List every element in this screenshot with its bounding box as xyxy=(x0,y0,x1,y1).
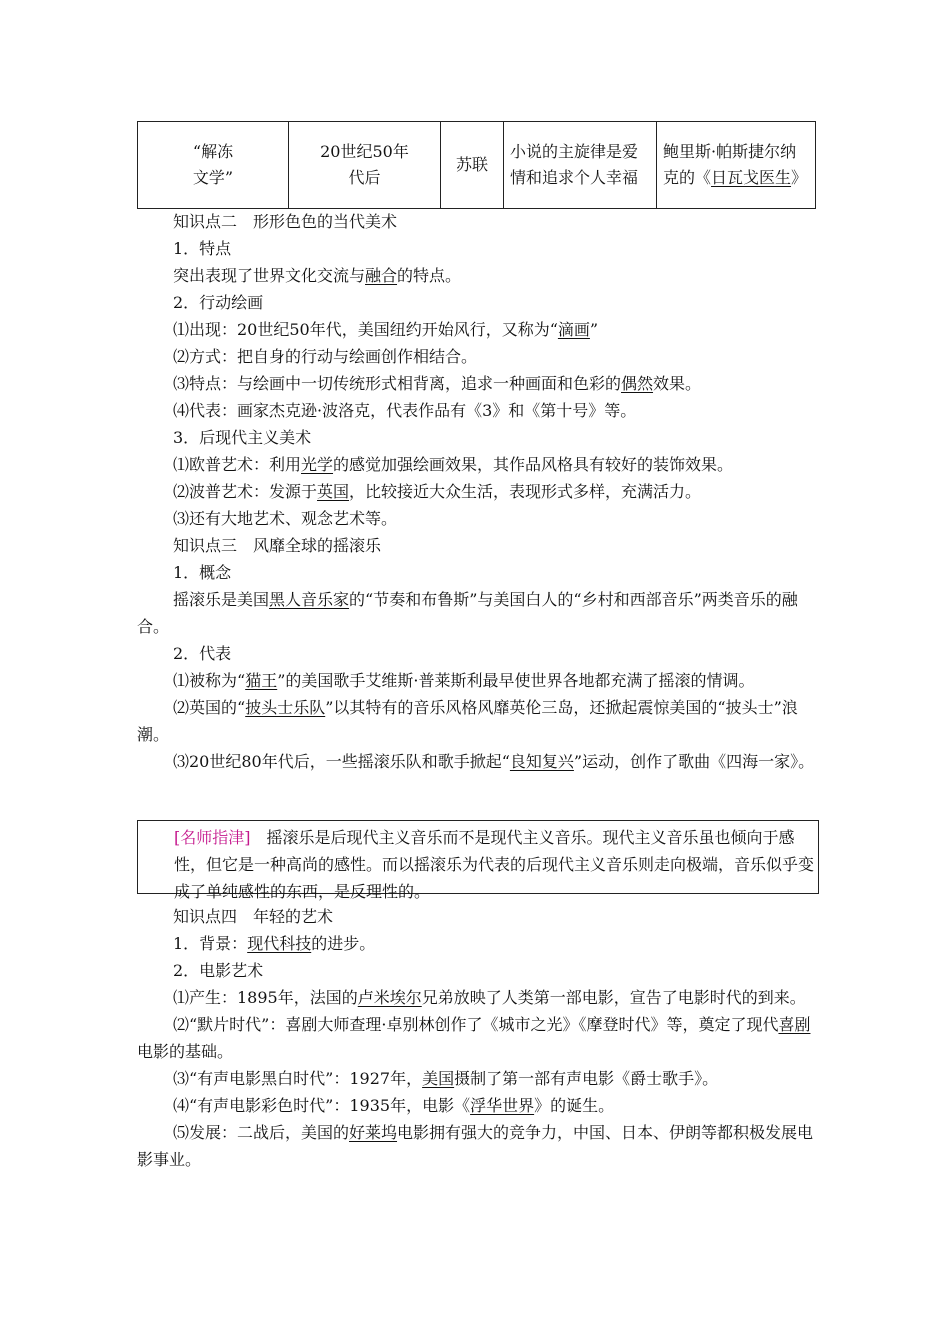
cell-text: 小说的主旋律是爱情和追求个人幸福 xyxy=(510,142,639,187)
cell-text: 鲍里斯·帕斯捷尔纳克的《 xyxy=(663,142,797,187)
table-row xyxy=(138,122,816,209)
list-item: ⑷“有声电影彩色时代”：1935年，电影《浮华世界》的诞生。 xyxy=(173,1096,615,1115)
tip-tag: [名师指津] xyxy=(174,828,251,847)
literature-table xyxy=(137,121,816,209)
section-film xyxy=(137,903,821,1173)
section-title: 知识点三 风靡全球的摇滚乐 xyxy=(173,536,382,555)
subheading: 2．行动绘画 xyxy=(173,293,264,312)
list-item: ⑶还有大地艺术、观念艺术等。 xyxy=(173,509,398,528)
subheading: 3．后现代主义美术 xyxy=(173,428,312,447)
list-item: ⑵英国的“披头士乐队”以其特有的音乐风格风靡英伦三岛，还掀起震惊美国的“披头士”浪潮。 xyxy=(137,698,798,744)
underlined-answer: 光学 xyxy=(301,455,334,474)
underlined-answer: 英国 xyxy=(317,482,350,501)
tip-text: [名师指津] 摇滚乐是后现代主义音乐而不是现代主义音乐。现代主义音乐虽也倾向于感性，但它是一种高尚的感性。而以摇滚乐为代表的后现代主义音乐则走向极端，音乐似乎变成了单纯感性的东西，是反理性的。 xyxy=(174,828,815,901)
underlined-answer: 滴画 xyxy=(557,320,590,339)
underlined-answer: 卢米埃尔 xyxy=(357,988,422,1007)
subheading: 1．背景：现代科技的进步。 xyxy=(173,934,376,953)
section-title: 知识点四 年轻的艺术 xyxy=(173,907,334,926)
underlined-answer: 喜剧 xyxy=(778,1015,811,1034)
list-item: ⑸发展：二战后，美国的好莱坞电影拥有强大的竞争力，中国、日本、伊朗等都积极发展电影事业。 xyxy=(137,1123,814,1169)
list-item: ⑶“有声电影黑白时代”：1927年，美国摄制了第一部有声电影《爵士歌手》。 xyxy=(173,1069,719,1088)
subheading: 1．特点 xyxy=(173,239,232,258)
cell-text: 苏联 xyxy=(455,155,488,174)
underlined-answer: 披头士乐队 xyxy=(245,698,326,717)
subheading: 2．电影艺术 xyxy=(173,961,264,980)
list-item: ⑷代表：画家杰克逊·波洛克，代表作品有《3》和《第十号》等。 xyxy=(173,401,637,420)
list-item: ⑴被称为“猫王”的美国歌手艾维斯·普莱斯利最早使世界各地都充满了摇滚的情调。 xyxy=(173,671,755,690)
underlined-answer: 猫王 xyxy=(245,671,278,690)
underlined-answer: 黑人音乐家 xyxy=(269,590,350,609)
cell-text: 20世纪50年 代后 xyxy=(320,142,409,187)
paragraph: 摇滚乐是美国黑人音乐家的“节奏和布鲁斯”与美国白人的“乡村和西部音乐”两类音乐的融合。 xyxy=(137,590,798,636)
subheading: 2．代表 xyxy=(173,644,232,663)
table-cell-country xyxy=(441,122,504,209)
table-cell-feature xyxy=(504,122,657,209)
table-cell-period xyxy=(289,122,441,209)
section-art xyxy=(137,208,821,775)
underlined-answer: 偶然 xyxy=(621,374,654,393)
paragraph: 突出表现了世界文化交流与融合的特点。 xyxy=(173,266,462,285)
list-item: ⑵方式：把自身的行动与绘画创作相结合。 xyxy=(173,347,478,366)
list-item: ⑴欧普艺术：利用光学的感觉加强绘画效果，其作品风格具有较好的装饰效果。 xyxy=(173,455,734,474)
list-item: ⑶20世纪80年代后，一些摇滚乐队和歌手掀起“良知复兴”运动，创作了歌曲《四海一家》。 xyxy=(173,752,815,771)
list-item: ⑴出现：20世纪50年代，美国纽约开始风行，又称为“滴画” xyxy=(173,320,599,339)
underlined-answer: 日瓦戈医生 xyxy=(711,168,792,187)
underlined-answer: 浮华世界 xyxy=(470,1096,535,1115)
underlined-answer: 美国 xyxy=(422,1069,455,1088)
list-item: ⑶特点：与绘画中一切传统形式相背离，追求一种画面和色彩的偶然效果。 xyxy=(173,374,702,393)
underlined-answer: 现代科技 xyxy=(247,934,312,953)
underlined-answer: 良知复兴 xyxy=(509,752,574,771)
list-item: ⑴产生：1895年，法国的卢米埃尔兄弟放映了人类第一部电影，宣告了电影时代的到来。 xyxy=(173,988,806,1007)
cell-text: 》 xyxy=(791,168,808,187)
list-item: ⑵波普艺术：发源于英国，比较接近大众生活，表现形式多样，充满活力。 xyxy=(173,482,702,501)
list-item: ⑵“默片时代”：喜剧大师查理·卓别林创作了《城市之光》《摩登时代》等，奠定了现代喜剧电影的基础。 xyxy=(137,1015,811,1061)
underlined-answer: 好莱坞 xyxy=(349,1123,398,1142)
cell-text: “解冻 文学” xyxy=(192,142,234,187)
teacher-tip-box xyxy=(137,820,819,901)
underlined-answer: 融合 xyxy=(365,266,398,285)
section-title: 知识点二 形形色色的当代美术 xyxy=(173,212,398,231)
table-cell-representative xyxy=(657,122,816,209)
table-cell-genre xyxy=(138,122,289,209)
subheading: 1．概念 xyxy=(173,563,232,582)
